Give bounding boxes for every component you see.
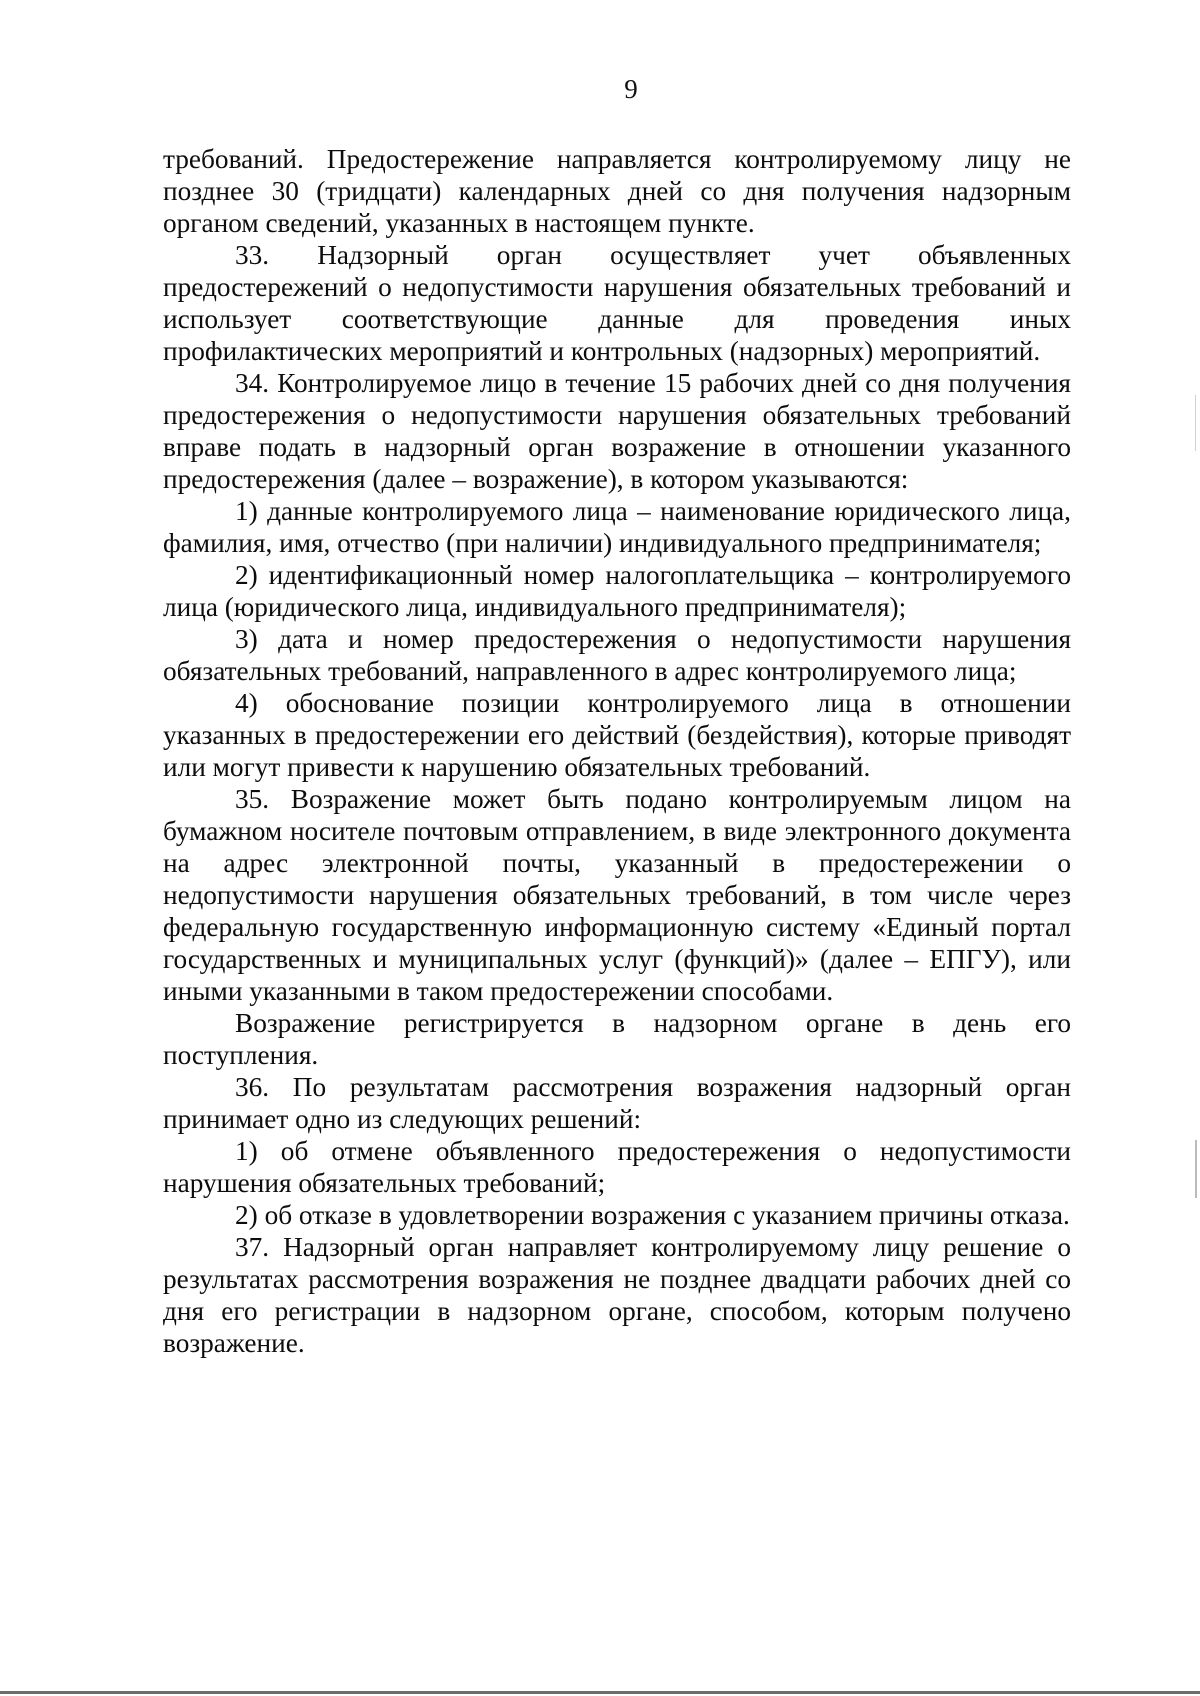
subitem-34-3: 3) дата и номер предостережения о недопустимости нарушения обязательных требований, направленного в адрес контролируемого лица; bbox=[163, 624, 1071, 686]
paragraph-item-36: 36. По результатам рассмотрения возражения надзорный орган принимает одно из следующих решений: bbox=[163, 1072, 1071, 1134]
subitem-34-1: 1) данные контролируемого лица – наименование юридического лица, фамилия, имя, отчество (при наличии) индивидуального предпринимателя; bbox=[163, 496, 1071, 558]
page-number: 9 bbox=[624, 74, 638, 104]
paragraph-item-34: 34. Контролируемое лицо в течение 15 рабочих дней со дня получения предостережения о недопустимости нарушения обязательных требований вправе подать в надзорный орган возражение в отношении указанного предостережения (далее – возражение), в котором указываются: bbox=[163, 368, 1071, 494]
body-text bbox=[163, 143, 1071, 1359]
paragraph-item-33: 33. Надзорный орган осуществляет учет объявленных предостережений о недопустимости нарушения обязательных требований и использует соответствующие данные для проведения иных профилактических мероприятий и контрольных (надзорных) мероприятий. bbox=[163, 240, 1071, 366]
scan-edge-mark bbox=[1195, 1140, 1197, 1198]
subitem-34-4: 4) обоснование позиции контролируемого лица в отношении указанных в предостережении его действий (бездействия), которые приводят или могут привести к нарушению обязательных требований. bbox=[163, 688, 1071, 782]
scan-bottom-edge bbox=[0, 1691, 1200, 1694]
paragraph-item-35: 35. Возражение может быть подано контролируемым лицом на бумажном носителе почтовым отправлением, в виде электронного документа на адрес электронной почты, указанный в предостережении о недопустимости нарушения обязательных требований, в том числе через федеральную государственную информационную систему «Единый портал государственных и муниципальных услуг (функций)» (далее – ЕПГУ), или иными указанными в таком предостережении способами. bbox=[163, 784, 1071, 1006]
subitem-36-2: 2) об отказе в удовлетворении возражения с указанием причины отказа. bbox=[235, 1200, 1070, 1230]
subitem-36-1: 1) об отмене объявленного предостережения о недопустимости нарушения обязательных требований; bbox=[163, 1136, 1071, 1198]
paragraph-registration: Возражение регистрируется в надзорном органе в день его поступления. bbox=[163, 1008, 1071, 1070]
paragraph-item-37: 37. Надзорный орган направляет контролируемому лицу решение о результатах рассмотрения возражения не позднее двадцати рабочих дней со дня его регистрации в надзорном органе, способом, которым получено возражение. bbox=[163, 1232, 1071, 1358]
scan-edge-mark bbox=[1195, 395, 1196, 451]
paragraph-continuation: требований. Предостережение направляется контролируемому лицу не позднее 30 (тридцати) календарных дней со дня получения надзорным органом сведений, указанных в настоящем пункте. bbox=[163, 144, 1071, 238]
subitem-34-2: 2) идентификационный номер налогоплательщика – контролируемого лица (юридического лица, индивидуального предпринимателя); bbox=[163, 560, 1071, 622]
